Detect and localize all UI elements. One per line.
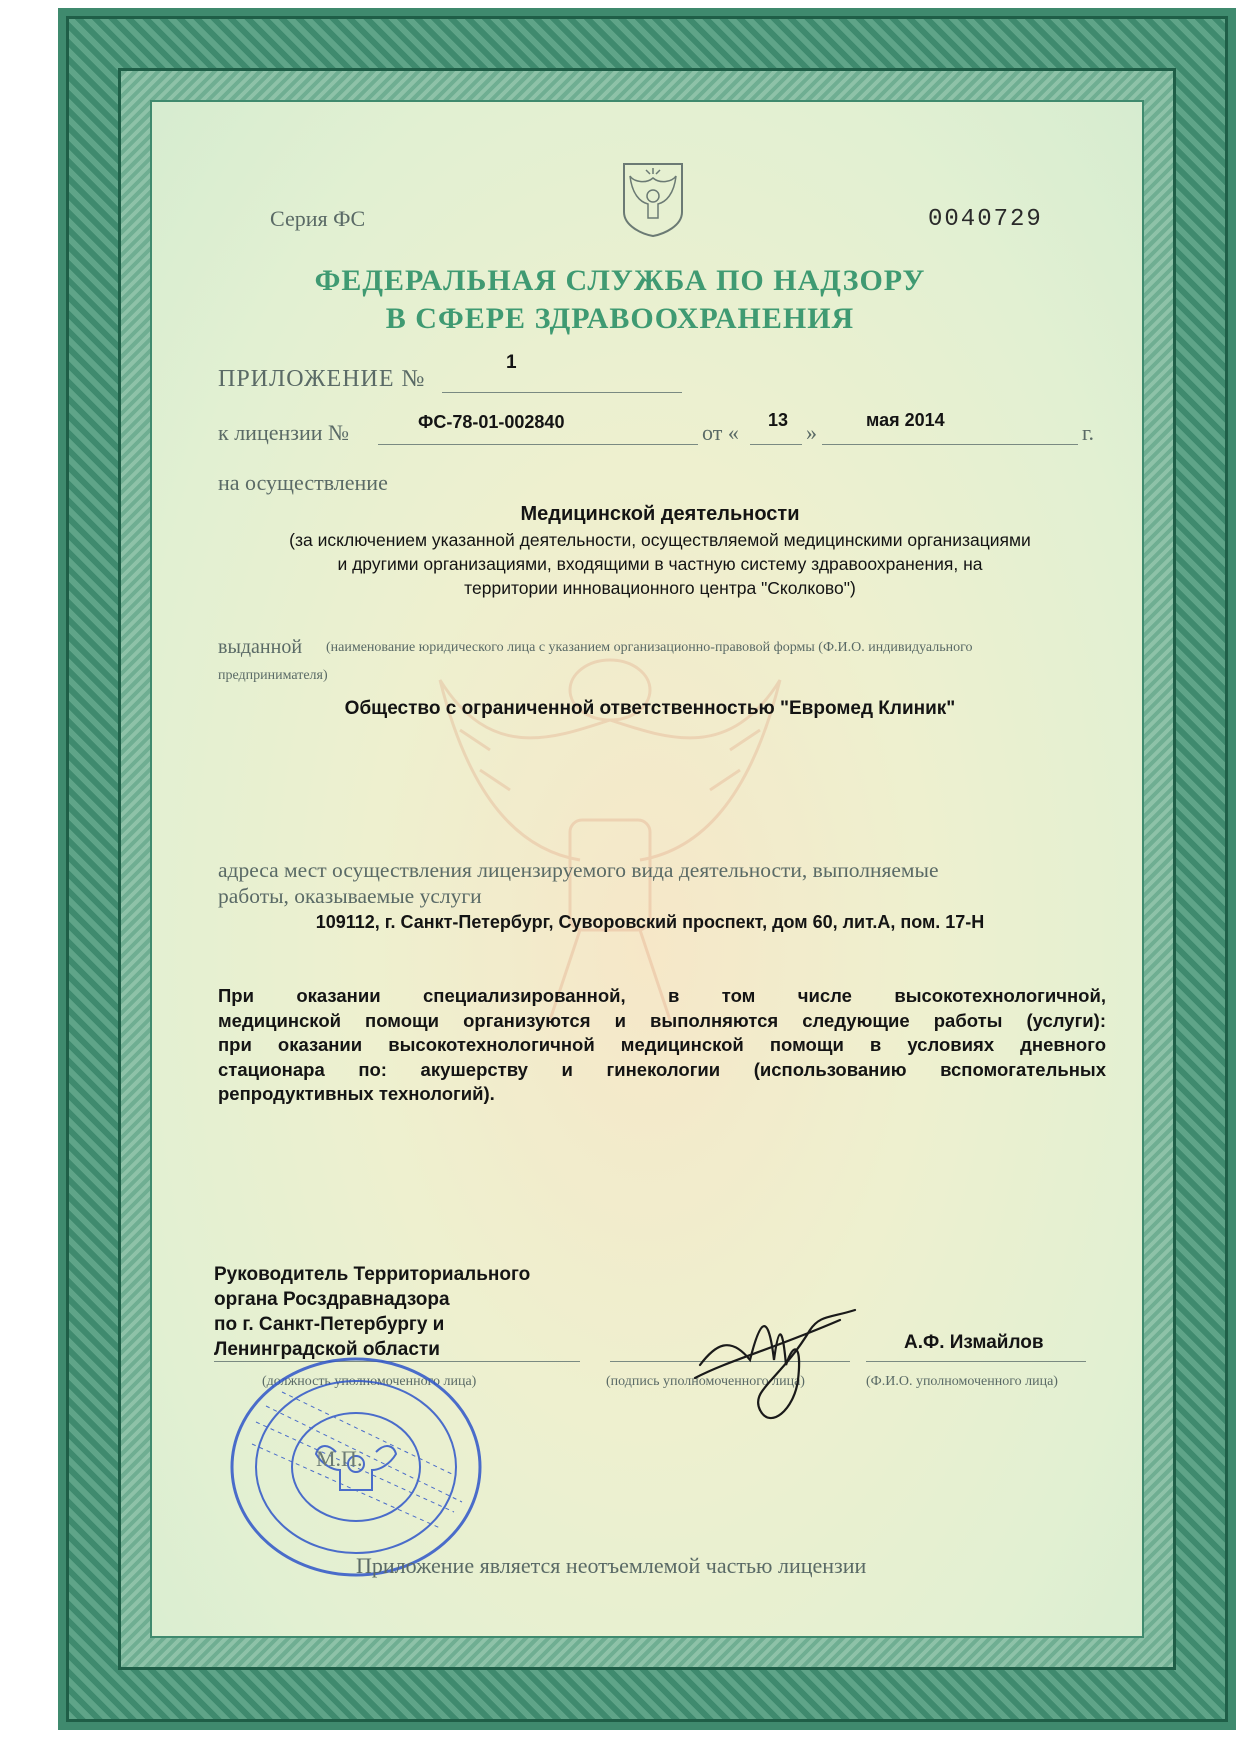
date-close-quote: » [806,420,817,445]
services-line-4: стационара по: акушерству и гинекологии (использованию вспомогательных [218,1058,1106,1080]
signer-name: А.Ф. Измайлов [904,1332,1044,1353]
address-value: 109112, г. Санкт-Петербург, Суворовский проспект, дом 60, лит.А, пом. 17-Н [315,912,985,932]
services-line-5: репродуктивных технологий). [218,1083,495,1104]
issued-label: выданной [218,636,303,658]
stamp-label: М.П. [316,1446,363,1471]
footer-note: Приложение является неотъемлемой частью лицензии [356,1553,867,1578]
signer-position-line-3: по г. Санкт-Петербургу и [214,1314,445,1335]
title-line-1: ФЕДЕРАЛЬНАЯ СЛУЖБА ПО НАДЗОРУ [314,264,926,297]
date-day: 13 [768,410,789,430]
date-from-label: от « [702,420,739,445]
appendix-label: ПРИЛОЖЕНИЕ № [218,366,426,392]
activity-title: Медицинской деятельности [520,503,800,525]
coat-of-arms-icon [620,160,686,238]
services-line-1: При оказании специализированной, в том числе высокотехнологичной, [218,985,1106,1006]
serial-number: 0040729 [928,206,1043,233]
date-month-year: мая 2014 [866,410,945,430]
appendix-number: 1 [506,352,517,373]
handwritten-signature [690,1290,860,1440]
services-line-2: медицинской помощи организуются и выполняются следующие работы (услуги): [218,1009,1106,1031]
caption-position: (должность уполномоченного лица) [262,1374,477,1389]
license-number: ФС-78-01-002840 [418,412,565,432]
organization-name: Общество с ограниченной ответственностью "Евромед Клиник" [344,698,956,719]
date-month-line [822,420,1078,445]
background-eagle-watermark [430,620,790,1040]
caption-fio: (Ф.И.О. уполномоченного лица) [866,1374,1058,1389]
issued-hint-1: (наименование юридического лица с указанием организационно-правовой формы (Ф.И.О. индивидуального [326,640,973,655]
activity-description [200,528,1120,600]
signer-position-line-1: Руководитель Территориального [214,1264,531,1285]
appendix-number-line [442,368,682,393]
license-label: к лицензии № [218,420,349,445]
title-line-2: В СФЕРЕ ЗДРАВООХРАНЕНИЯ [385,302,855,335]
signer-position-line-2: органа Росздравнадзора [214,1289,450,1310]
signer-position-line-4: Ленинградской области [214,1339,440,1360]
services-block [218,984,1106,1107]
address-label-2: работы, оказываемые услуги [218,884,482,908]
services-line-3: при оказании высокотехнологичной медицинской помощи в условиях дневного [218,1034,1106,1055]
address-label-1: адреса мест осуществления лицензируемого вида деятельности, выполняемые [218,858,939,882]
activity-desc-line-2: и другими организациями, входящими в частную систему здравоохранения, на [337,554,983,574]
date-year-suffix: г. [1082,420,1095,445]
series-label: Серия ФС [270,206,366,231]
activity-desc-line-1: (за исключением указанной деятельности, осуществляемой медицинскими организациями [289,530,1031,550]
activity-label: на осуществление [218,470,388,495]
fio-line [866,1360,1086,1362]
activity-desc-line-3: территории инновационного центра "Сколково") [464,578,856,598]
issued-hint-2: предпринимателя) [218,668,328,683]
caption-signature: (подпись уполномоченного лица) [606,1374,805,1389]
signer-position [214,1262,530,1362]
